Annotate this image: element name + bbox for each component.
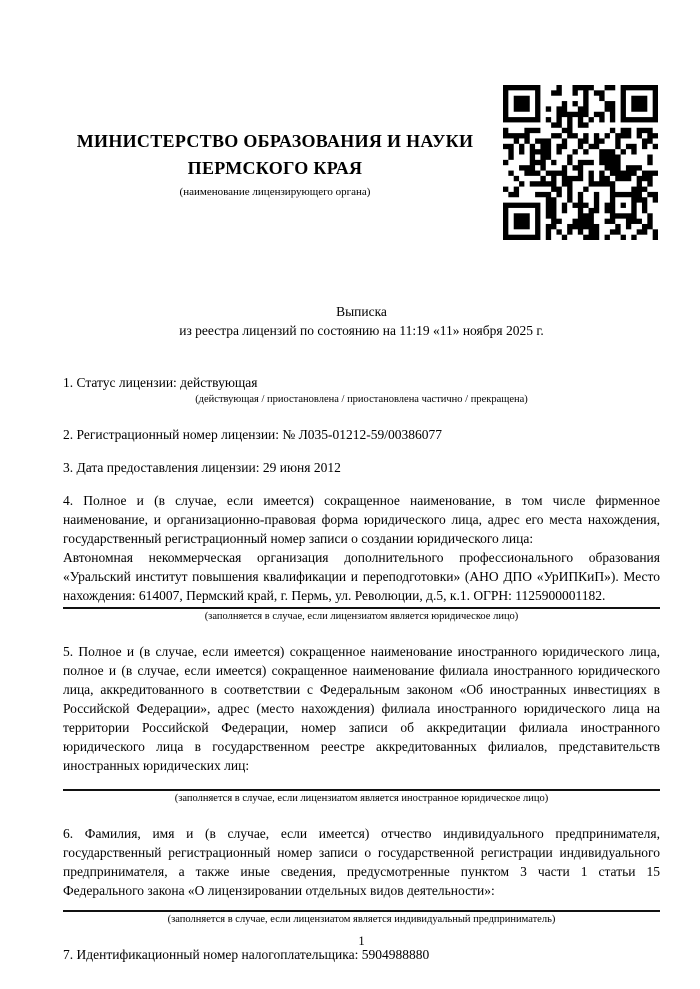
empty-field [63, 900, 660, 908]
ministry-name-line2: ПЕРМСКОГО КРАЯ [187, 158, 363, 178]
document-body [63, 302, 660, 964]
item-3-grant-date [63, 458, 660, 477]
item-4-note: (заполняется в случае, если лицензиатом является юридическое лицо) [204, 611, 519, 622]
item-6-note: (заполняется в случае, если лицензиатом является индивидуальный предприниматель) [167, 914, 556, 925]
ministry-name-line1: МИНИСТЕРСТВО ОБРАЗОВАНИЯ И НАУКИ [76, 131, 474, 151]
item-5-foreign-entity [63, 642, 660, 806]
item-4-heading: 4. Полное и (в случае, если имеется) сокращенное наименование, в том числе фирменное наименование, и организационно-правовая форма юридического лица, адрес его места нахождения, государственный регистрационный номер записи о создании юридического лица: [63, 493, 660, 546]
page-number: 1 [358, 934, 365, 948]
item-5-heading: 5. Полное и (в случае, если имеется) сокращенное наименование иностранного юридического лица, полное и (в случае, если имеется) сокращенное наименование филиала иностранного юридического лица, аккредитованного в соответствии с Федеральным законом «Об иностранных инвестициях в Российской Федерации», адрес (место нахождения) филиала иностранного юридического лица на территории Российской Федерации, номер записи об аккредитации филиала иностранного юридического лица в государственном реестре аккредитованных филиалов, представительств иностранных юридических лиц: [63, 644, 660, 773]
item-2-registration-number [63, 425, 660, 444]
item-2-text: 2. Регистрационный номер лицензии: № Л035-01212-59/00386077 [63, 427, 443, 442]
licensing-authority-block [50, 128, 500, 198]
item-1-license-status [63, 373, 660, 407]
ministry-caption: (наименование лицензирующего органа) [179, 186, 371, 198]
item-4-legal-entity [63, 491, 660, 624]
title-line: Выписка [336, 304, 387, 319]
item-5-note: (заполняется в случае, если лицензиатом является иностранное юридическое лицо) [174, 793, 549, 804]
empty-field [63, 775, 660, 787]
item-1-text: 1. Статус лицензии: действующая [63, 375, 258, 390]
item-4-legal-entity-value: Автономная некоммерческая организация дополнительного профессионального образования «Уральский институт повышения квалификации и переподготовки» (АНО ДПО «УрИПКиП»). Место нахождения: 614007, Пермский край, г. Пермь, ул. Революции, д.5, к.1. ОГРН: 1125900001182. [63, 550, 660, 603]
items-list [63, 373, 660, 964]
qr-code [503, 85, 658, 240]
item-1-status-options-note: (действующая / приостановлена / приостановлена частично / прекращена) [195, 394, 528, 405]
document-title [63, 302, 660, 340]
item-3-text: 3. Дата предоставления лицензии: 29 июня 2012 [63, 460, 341, 475]
title-date-line: из реестра лицензий по состоянию на 11:19 «11» ноября 2025 г. [179, 323, 544, 338]
item-7-text: 7. Идентификационный номер налогоплательщика: 5904988880 [63, 947, 430, 962]
document-header [0, 0, 700, 240]
item-6-heading: 6. Фамилия, имя и (в случае, если имеется) отчество индивидуального предпринимателя, государственный регистрационный номер записи о государственной регистрации индивидуального предпринимателя, а также иные сведения, предусмотренные пунктом 3 части 1 статьи 15 Федерального закона «О лицензировании отдельных видов деятельности»: [63, 826, 660, 898]
item-6-entrepreneur [63, 824, 660, 927]
